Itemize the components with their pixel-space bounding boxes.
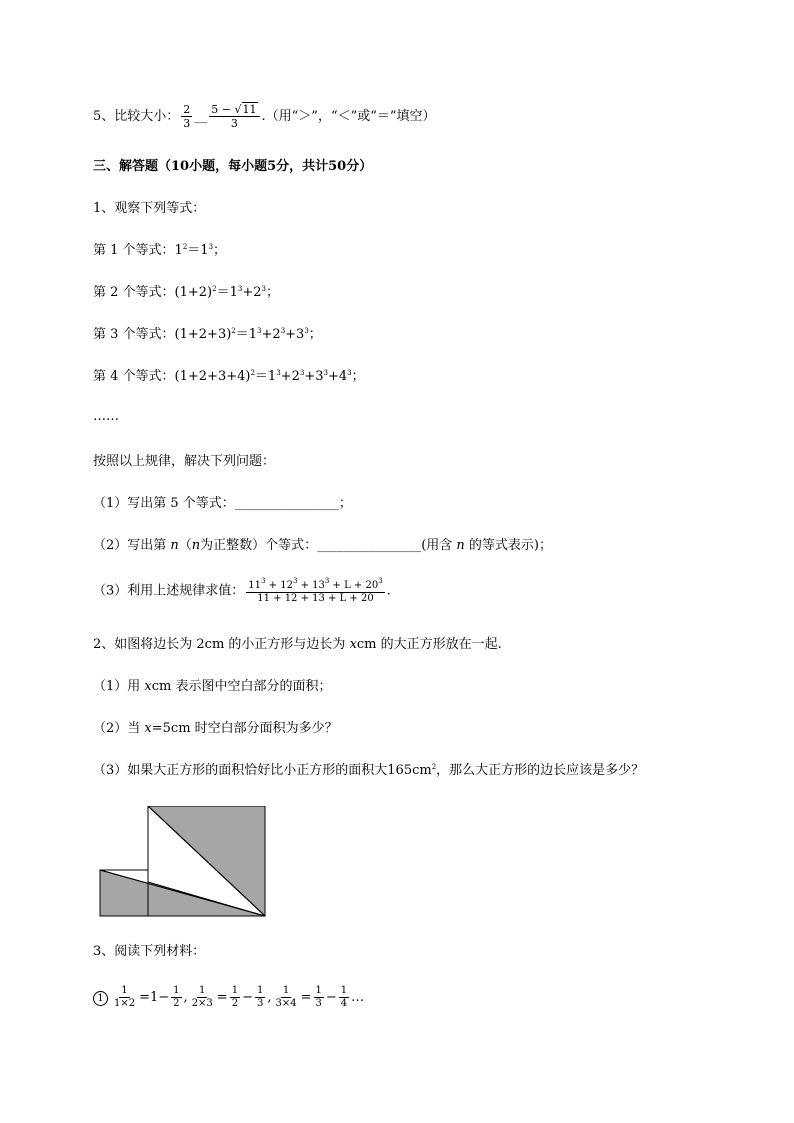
problem-2-sub-3: （3）如果大正方形的面积恰好比小正方形的面积大$165cm^2$，那么大正方形的边长应该是多少？ [93, 763, 645, 778]
squares-figure [99, 806, 269, 918]
circled-number: 1 [93, 991, 108, 1006]
answer-blank: __ [194, 109, 208, 124]
ellipsis: …… [93, 409, 119, 424]
answer-blank[interactable]: ________________ [234, 496, 339, 511]
question-5: 5、比较大小： $\frac{2}{3}$ __ $\frac{5 - √11}{3}$ .（用“＞”，“＜”或“＝”填空） [93, 103, 436, 130]
problem-3-intro: 3、阅读下列材料： [93, 944, 206, 959]
answer-blank[interactable]: ________________ [317, 538, 422, 553]
problem-1-intro: 1、观察下列等式： [93, 201, 206, 216]
fraction-sqrt: $\frac{5 - √11}{3}$ [209, 104, 259, 129]
sub-question-1: （1）写出第 5 个等式：________________； [93, 496, 352, 511]
equation-4: 第 4 个等式：$(1+2+3+4)^2=1^3+2^3+3^3+4^3$； [93, 369, 365, 384]
equation-1: 第 1 个等式：$1^2=1^3$； [93, 243, 227, 258]
sub-question-3: （3）利用上述规律求值： $\frac{11^3 + 12^3 + 13^3 + L + 20^3}{11 + 12 + 13 + L + 20}$ . [93, 577, 391, 604]
equation-3: 第 3 个等式：$(1+2+3)^2=1^3+2^3+3^3$； [93, 327, 322, 342]
problem-1-task: 按照以上规律，解决下列问题： [93, 454, 276, 469]
equation-2: 第 2 个等式：$(1+2)^2=1^3+2^3$； [93, 285, 279, 300]
section-title: 三、解答题（10小题，每小题5分，共计50分） [93, 159, 373, 174]
sub-question-2: （2）写出第 n（n为正整数）个等式：________________(用含 n 的等式表示)； [93, 538, 552, 553]
material-1: 1 $\frac{1}{1\times 2}$ =1− $\frac{1}{2}$ , $\frac{1}{2\times 3}$ = $\frac{1}{2}$ − $\frac{1}{3}$ , $\frac{1}{3\times 4}$ = $\frac{1}{3}$ − $\frac{1}{4}$ … [93, 986, 364, 1009]
problem-2-sub-2: （2）当 x=5cm 时空白部分面积为多少？ [93, 721, 338, 736]
problem-2-sub-1: （1）用 xcm 表示图中空白部分的面积； [93, 679, 332, 694]
sum-cubes-fraction: $\frac{11^3 + 12^3 + 13^3 + L + 20^3}{11 + 12 + 13 + L + 20}$ [248, 577, 383, 604]
problem-2-intro: 2、如图将边长为 2cm 的小正方形与边长为 xcm 的大正方形放在一起. [93, 637, 502, 652]
fraction-two-thirds: $\frac{2}{3}$ [183, 103, 191, 130]
